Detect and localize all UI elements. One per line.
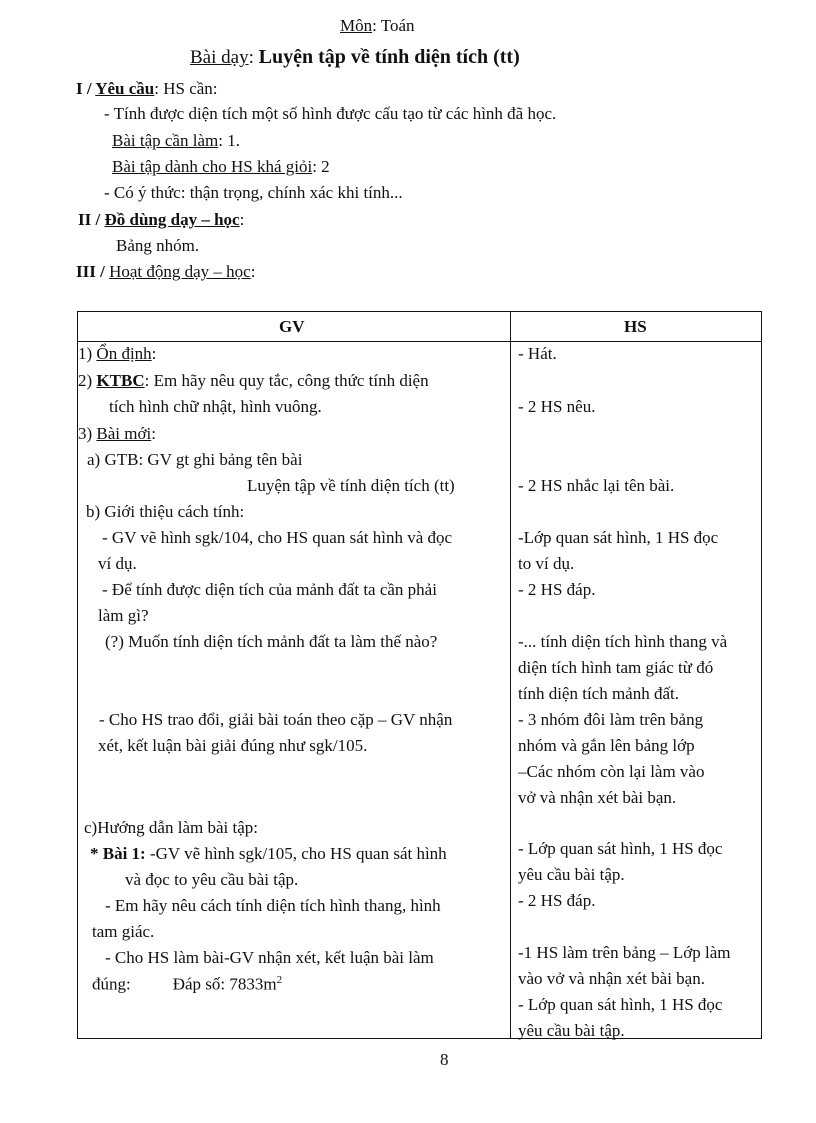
gv-intro-title: Luyện tập về tính diện tích (tt) (247, 476, 455, 495)
step-number: 1) (78, 344, 97, 363)
step-number: 3) (78, 424, 97, 443)
teacher-column-header: GV (279, 317, 305, 336)
answer-exponent: 2 (276, 974, 283, 986)
gv-exercise-line: tam giác. (92, 922, 155, 941)
gv-review-line2: tích hình chữ nhật, hình vuông. (109, 397, 322, 416)
section-heading: Hoạt động dạy – học (109, 262, 251, 281)
hs-response: - 3 nhóm đôi làm trên bảng (518, 710, 704, 729)
hs-response: - 2 HS đáp. (518, 891, 596, 910)
section-heading: Yêu cầu (95, 79, 155, 98)
gv-step-stabilize (78, 344, 156, 364)
page-number: 8 (440, 1050, 449, 1069)
hs-response: - 2 HS nêu. (518, 397, 596, 416)
subject-value: : Toán (372, 16, 415, 35)
required-exercises-line (112, 131, 240, 151)
gv-method-line: làm gì? (98, 606, 149, 625)
section-number: II / (78, 210, 105, 229)
header-divider (78, 341, 761, 342)
hs-response: yêu cầu bài tập. (518, 1021, 625, 1040)
gv-method-line: xét, kết luận bài giải đúng như sgk/105. (98, 736, 368, 755)
hs-response: - Lớp quan sát hình, 1 HS đọc (518, 995, 723, 1014)
gv-method-line: ví dụ. (98, 554, 137, 573)
section-requirements-heading (76, 79, 218, 99)
hs-response: to ví dụ. (518, 554, 575, 573)
subject-line (340, 16, 415, 36)
hs-response: vở và nhận xét bài bạn. (518, 788, 677, 807)
hs-response: -1 HS làm trên bảng – Lớp làm (518, 943, 731, 962)
section-heading-after: : HS cần: (154, 79, 218, 98)
step-heading: KTBC (96, 371, 145, 390)
gv-intro-line: a) GTB: GV gt ghi bảng tên bài (87, 450, 303, 469)
student-column-header: HS (624, 317, 647, 336)
section-number: III / (76, 262, 110, 281)
lesson-label: Bài dạy (190, 47, 249, 68)
section-heading: Đồ dùng dạy – học (104, 210, 240, 229)
hs-response: -... tính diện tích hình thang và (518, 632, 728, 651)
hs-response: diện tích hình tam giác từ đó (518, 658, 714, 677)
section-materials-heading (78, 210, 244, 230)
gv-exercise-answer (92, 974, 282, 995)
gv-step-review (78, 371, 429, 391)
step-after: : (151, 424, 156, 443)
hs-response: - 2 HS đáp. (518, 580, 596, 599)
section-heading-after: : (239, 210, 245, 229)
hs-response: - Hát. (518, 344, 557, 363)
hs-response: –Các nhóm còn lại làm vào (518, 762, 705, 781)
step-after: : Em hãy nêu quy tắc, công thức tính diện (144, 371, 429, 390)
bullet-star: * (90, 844, 103, 863)
lesson-title-line (190, 46, 520, 69)
gv-exercise-heading: c)Hướng dẫn làm bài tập: (84, 818, 258, 837)
gv-method-line: - Để tính được diện tích của mảnh đất ta cần phải (102, 580, 437, 599)
hs-response: vào vở và nhận xét bài bạn. (518, 969, 705, 988)
step-heading: Ổn định (96, 344, 152, 363)
advanced-exercises-value: : 2 (312, 157, 330, 176)
answer-lead: đúng: (92, 974, 131, 994)
hs-response: -Lớp quan sát hình, 1 HS đọc (518, 528, 719, 547)
lesson-plan-table (77, 311, 762, 1039)
advanced-exercises-label: Bài tập dành cho HS khá giỏi (112, 157, 313, 176)
lesson-title: Luyện tập về tính diện tích (tt) (258, 46, 520, 68)
gv-exercise-line: và đọc to yêu cầu bài tập. (125, 870, 299, 889)
attitude-line: - Có ý thức: thận trọng, chính xác khi tính... (104, 183, 403, 202)
required-exercises-label: Bài tập cần làm (112, 131, 219, 150)
gv-exercise-line: - Cho HS làm bài-GV nhận xét, kết luận bài làm (105, 948, 434, 967)
step-number: 2) (78, 371, 97, 390)
gv-method-question: (?) Muốn tính diện tích mảnh đất ta làm thế nào? (105, 632, 438, 651)
exercise-heading: Bài 1: (102, 844, 146, 863)
step-heading: Bài mới (96, 424, 152, 443)
advanced-exercises-line (112, 157, 330, 177)
column-divider (510, 312, 511, 1038)
gv-exercise-1 (90, 844, 447, 864)
step-after: : (151, 344, 157, 363)
gv-step-new-lesson (78, 424, 156, 444)
hs-response: yêu cầu bài tập. (518, 865, 625, 884)
gv-method-line: - Cho HS trao đổi, giải bài toán theo cặp – GV nhận (99, 710, 453, 729)
required-exercises-value: : 1. (218, 131, 240, 150)
lesson-colon: : (248, 47, 259, 68)
hs-response: - 2 HS nhắc lại tên bài. (518, 476, 675, 495)
section-number: I / (76, 79, 96, 98)
subject-label: Môn (340, 16, 373, 35)
gv-method-heading: b) Giới thiệu cách tính: (86, 502, 245, 521)
materials-line: Bảng nhóm. (116, 236, 200, 255)
gv-method-line: - GV vẽ hình sgk/104, cho HS quan sát hình và đọc (102, 528, 453, 547)
hs-response: nhóm và gắn lên bảng lớp (518, 736, 695, 755)
answer-value: Đáp số: 7833m (172, 974, 277, 994)
hs-response: tính diện tích mảnh đất. (518, 684, 679, 703)
exercise-text: -GV vẽ hình sgk/105, cho HS quan sát hình (145, 844, 447, 863)
section-heading-after: : (250, 262, 256, 281)
hs-response: - Lớp quan sát hình, 1 HS đọc (518, 839, 723, 858)
section-activities-heading (76, 262, 255, 282)
gv-exercise-line: - Em hãy nêu cách tính diện tích hình thang, hình (105, 896, 441, 915)
requirement-line: - Tính được diện tích một số hình được cấu tạo từ các hình đã học. (104, 104, 557, 123)
